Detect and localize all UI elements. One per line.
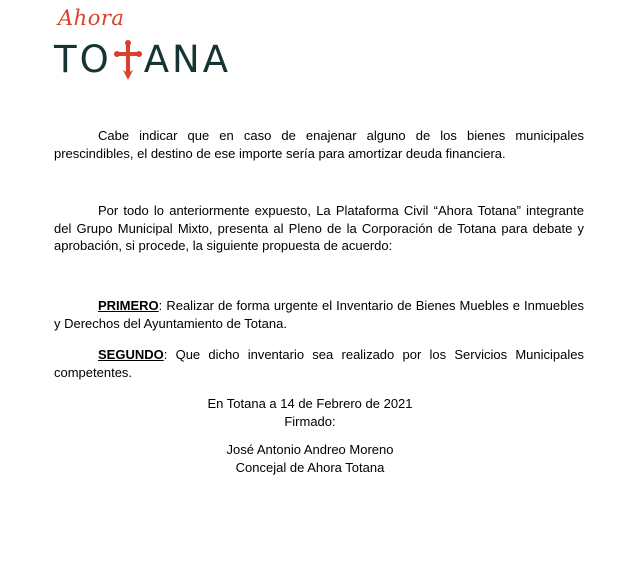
signature-role: Concejal de Ahora Totana bbox=[235, 459, 385, 475]
signature-date-block bbox=[180, 395, 440, 430]
paragraph-exposicion-text: Por todo lo anteriormente expuesto, La Plataforma Civil “Ahora Totana” integrante del Grupo Municipal Mixto, presenta al Pleno de la Corporación de Totana para debate y aprobación, si procede, la siguiente propuesta de acuerdo: bbox=[54, 203, 584, 253]
ahora-totana-logo bbox=[54, 6, 234, 81]
clause-primero-text: : Realizar de forma urgente el Inventario de Bienes Muebles e Inmuebles y Derechos del Ayuntamiento de Totana. bbox=[54, 298, 584, 331]
logo-wordmark bbox=[54, 40, 231, 80]
paragraph-bienes bbox=[54, 127, 584, 162]
paragraph-bienes-text: Cabe indicar que en caso de enajenar alguno de los bienes municipales prescindibles, el destino de ese importe sería para amortizar deuda financiera. bbox=[54, 128, 584, 161]
logo-script-text: Ahora bbox=[58, 6, 125, 30]
signature-date-line: En Totana a 14 de Febrero de 2021 bbox=[207, 396, 413, 411]
clause-segundo-label: SEGUNDO bbox=[98, 347, 164, 362]
clause-segundo bbox=[54, 346, 584, 381]
clause-primero bbox=[54, 297, 584, 332]
logo-word-start: TO bbox=[54, 38, 112, 81]
cross-of-santiago-icon bbox=[113, 40, 143, 80]
clause-primero-label: PRIMERO bbox=[98, 298, 159, 313]
clause-segundo-text: : Que dicho inventario sea realizado por los Servicios Municipales competentes. bbox=[54, 347, 584, 380]
logo-word-end: ANA bbox=[143, 38, 232, 81]
signature-name: José Antonio Andreo Moreno bbox=[226, 442, 394, 457]
signature-name-block bbox=[180, 441, 440, 476]
signature-signed-label: Firmado: bbox=[284, 413, 336, 429]
paragraph-exposicion bbox=[54, 202, 584, 255]
